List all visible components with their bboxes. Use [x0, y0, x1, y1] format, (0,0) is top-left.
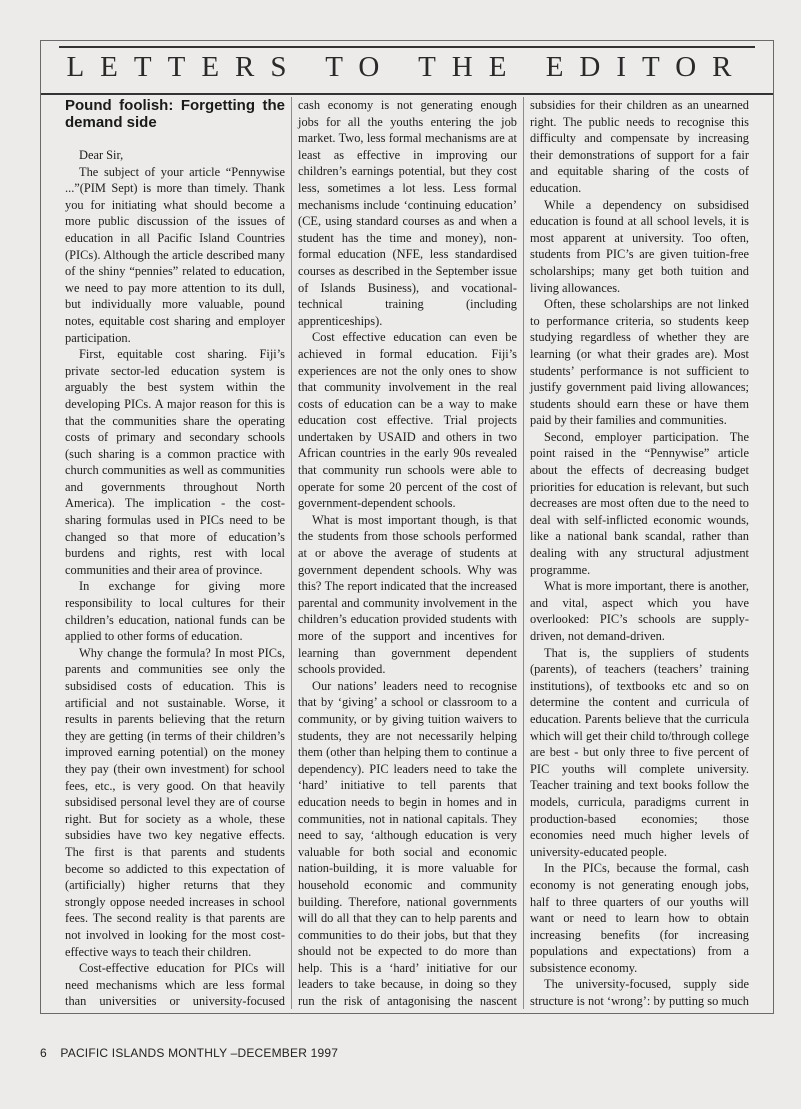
paragraph: Often, these scholarships are not linked to performance criteria, so students keep studying regardless of whether they are learning (or what their grades are). Most students’ performance is not sufficient to justify government paid living allowances; students should earn these or have them paid by their families and communities.	[530, 297, 749, 428]
paragraph: subsidies for their children as an unearned right. The public needs to recognise this difficulty and compensate by increasing their demonstrations of support for a fair and equitable sharing of the costs of education.	[530, 98, 749, 195]
paragraph: While a dependency on subsidised education is found at all school levels, it is most apparent at university. Too often, students from PIC’s are given tuition-free scholarships; many get both tuition and living allowances.	[530, 197, 749, 295]
paragraph: Cost-effective education for PICs will need mechanisms which are less formal than universities or university-focused	[65, 961, 285, 1009]
paragraph: The university-focused, supply side structure is not ‘wrong’: by putting so much	[530, 977, 749, 1009]
paragraph: Second, employer participation. The point raised in the “Pennywise” article about the effects of decreasing budget priorities for education is relevant, but such decreases are most often due to the need to deal with self-inflicted economic wounds, like a national bank scandal, rather than dealing with any structural adjustment programme.	[530, 429, 749, 577]
paragraph: cash economy is not generating enough jobs for all the youths entering the job market. Two, less formal mechanisms are at least as effective in improving our children’s earnings potential, but they cost less, sometimes a lot less. Less formal mechanisms include ‘continuing education’ (CE, using standard courses as and when a student has the time and money), non-formal education (NFE, less standardised courses as described in the September issue of Islands Business), and vocational-technical training (including apprenticeships).	[298, 98, 517, 328]
page-number: 6	[40, 1046, 47, 1060]
masthead	[41, 41, 773, 95]
paragraph: Why change the formula? In most PICs, parents and communities see only the subsidised costs of education. This is artificial and not sustainable. Worse, it results in parents believing that the return they are getting (in terms of their children’s improved earning potential) on the money they pay (their own investment) for school fees, etc., is very good. On that heavily subsidised personal level they are of course right. But for society as a whole, these subsidies have two key negative effects. The first is that parents and students become so addicted to this expectation of (artificially) higher returns that they strongly oppose needed increases in school fees. The second reality is that parents are not involved in looking for the most cost-effective ways to teach their children.	[65, 645, 285, 959]
column-2	[291, 97, 523, 1009]
paragraph: What is more important, there is another, and vital, aspect which you have overlooked: PIC’s schools are supply-driven, not demand-driven.	[530, 579, 749, 643]
letter-salutation: Dear Sir,	[79, 148, 124, 162]
publication-line: PACIFIC ISLANDS MONTHLY –DECEMBER 1997	[60, 1046, 339, 1060]
paragraph: In the PICs, because the formal, cash economy is not generating enough jobs, half to three quarters of our youths will want or need to learn how to obtain increasing benefits (for increasing populations and expectations) from a subsistence economy.	[530, 861, 749, 975]
paragraph: Our nations’ leaders need to recognise that by ‘giving’ a school or classroom to a community, or by giving tuition waivers to students, they are not necessarily helping them (other than helping them to continue a dependency). PIC leaders need to take the ‘hard’ initiative to tell parents that education needs to begin in homes and in communities, not in national capitals. They need to say, ‘although education is very valuable for both social and economic nation-building, it is more valuable for household economic and community building. Therefore, national governments will do all that they can to help parents and communities to do their jobs, but that they should not be expected to do more than help. This is a ‘hard’ initiative for our leaders to take because, in doing so they run the risk of antagonising the nascent	[298, 678, 517, 1009]
paragraph: In exchange for giving more responsibility to local cultures for their children’s education, national funds can be applied to other forms of education.	[65, 579, 285, 644]
letter-headline: Pound foolish: Forgetting the demand side	[65, 97, 285, 131]
masthead-rule	[59, 46, 755, 48]
page-frame	[40, 40, 774, 1014]
paragraph: That is, the suppliers of students (parents), of teachers (teachers’ training institutions), of textbooks etc and so on determine the content and curricula of education. Parents believe that the curricula which will get their child to/through college are best - but only three to five percent of PIC youths will complete university. Teacher training and text books follow the models, curricula, paradigms current in production-based economies; those economies need much higher levels of university-educated people.	[530, 645, 749, 859]
paragraph: Cost effective education can even be achieved in formal education. Fiji’s experiences are not the only ones to show that community involvement in the real costs of education can be a way to make education cost effective. Trial projects undertaken by USAID and others in two African countries in the early 90s revealed that community run schools were able to operate for some 20 percent of the cost of government-dependent schools.	[298, 330, 517, 511]
paragraph: What is most important though, is that the students from those schools performed at or above the average of students at government dependent schools. Why was this? The report indicated that the increased parental and community involvement in the children’s education provided students with more of the support and incentives for learning than government dependent schools provided.	[298, 512, 517, 677]
article-columns	[59, 97, 759, 1009]
paragraph: The subject of your article “Pennywise ...”(PIM Sept) is more than timely. Thank you for initiating what should become a more public discussion of the issues of education in all Pacific Island Countries (PICs). Although the article described many of the shiny “pennies” related to education, we need to pay more attention to its dull, but individually more valuable, pound notes, equitable cost sharing and employer participation.	[65, 164, 285, 345]
paragraph: First, equitable cost sharing. Fiji’s private sector-led education system is arguably the best system within the developing PICs. A major reason for this is that the communities share the operating costs of primary and secondary schools (such sharing is a common practice with church communities as well as communities and governments throughout North America). The implication - the cost-sharing formulas used in PICs need to be changed so that more of education’s burdens and rights, rest with local communities and their area of province.	[65, 347, 285, 577]
column-1	[59, 97, 291, 1009]
section-title: LETTERS TO THE EDITOR	[66, 51, 748, 83]
column-3	[523, 97, 755, 1009]
page-footer	[40, 1046, 338, 1060]
